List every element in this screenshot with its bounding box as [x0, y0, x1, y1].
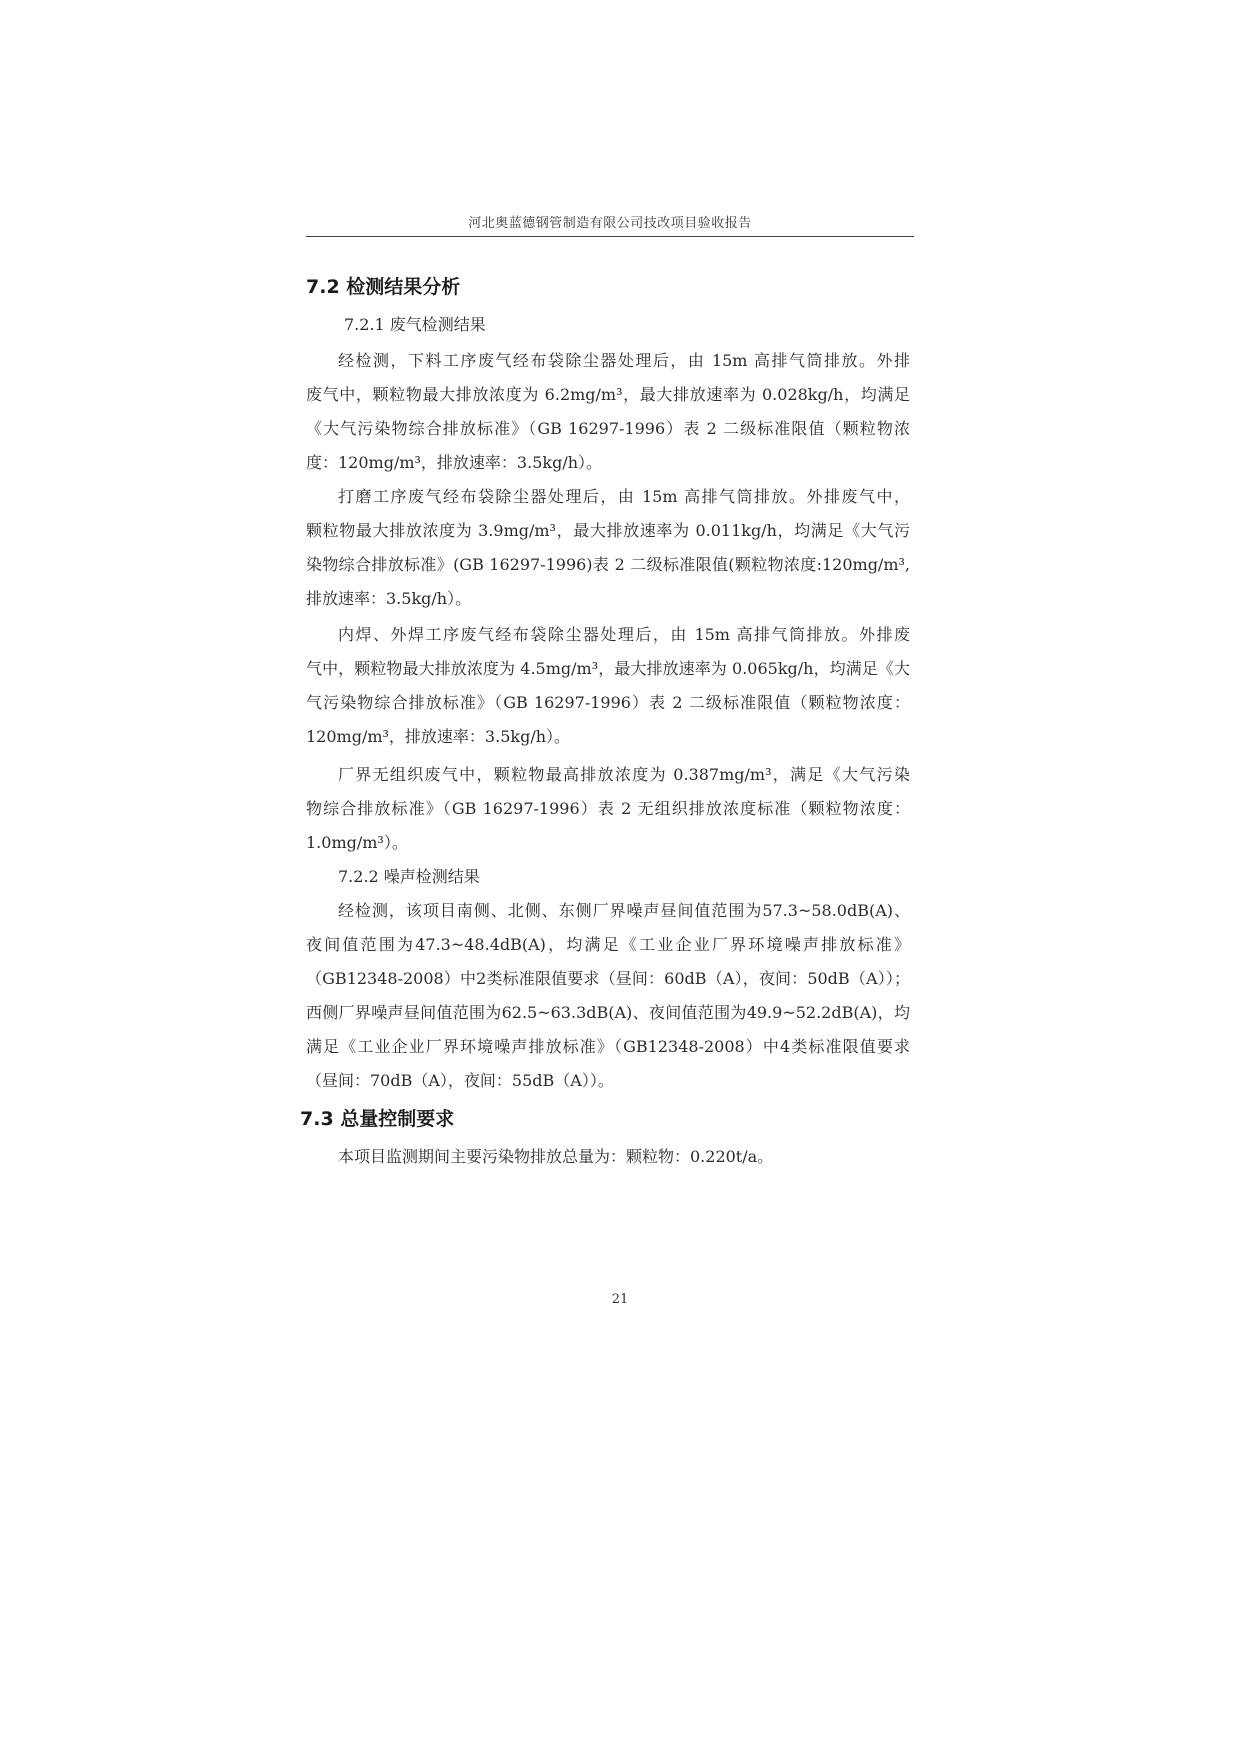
- paragraph-line: 废气中，颗粒物最大排放浓度为 6.2mg/m³，最大排放速率为 0.028kg/h，均满足: [306, 385, 910, 404]
- paragraph-line: 染物综合排放标准》(GB 16297-1996)表 2 二级标准限值(颗粒物浓度:120mg/m³,: [306, 555, 910, 574]
- paragraph-line: 经检测，该项目南侧、北侧、东侧厂界噪声昼间值范围为57.3~58.0dB(A)、: [338, 901, 910, 920]
- paragraph-line: 1.0mg/m³）。: [306, 833, 408, 852]
- paragraph-line: 《大气污染物综合排放标准》（GB 16297-1996）表 2 二级标准限值（颗粒物浓: [306, 419, 910, 438]
- section-7-2-2-heading: 7.2.2 噪声检测结果: [338, 867, 480, 886]
- paragraph-line: 本项目监测期间主要污染物排放总量为：颗粒物：0.220t/a。: [338, 1147, 774, 1166]
- paragraph-line: 颗粒物最大排放浓度为 3.9mg/m³，最大排放速率为 0.011kg/h，均满足《大气污: [306, 521, 910, 540]
- page-number: 21: [611, 1292, 629, 1307]
- paragraph-line: 内焊、外焊工序废气经布袋除尘器处理后，由 15m 高排气筒排放。外排废: [338, 625, 910, 644]
- paragraph-line: 西侧厂界噪声昼间值范围为62.5~63.3dB(A)、夜间值范围为49.9~52.2dB(A)，均: [306, 1003, 910, 1022]
- paragraph-line: 物综合排放标准》（GB 16297-1996）表 2 无组织排放浓度标准（颗粒物浓度：: [306, 799, 910, 818]
- paragraph-line: 满足《工业企业厂界环境噪声排放标准》（GB12348-2008）中4类标准限值要求: [306, 1037, 910, 1056]
- paragraph-line: 气污染物综合排放标准》（GB 16297-1996）表 2 二级标准限值（颗粒物浓度：: [306, 693, 910, 712]
- section-7-2-heading: 7.2 检测结果分析: [306, 276, 461, 298]
- paragraph-line: 打磨工序废气经布袋除尘器处理后，由 15m 高排气筒排放。外排废气中，: [338, 487, 910, 506]
- section-7-2-1-heading: 7.2.1 废气检测结果: [344, 315, 486, 334]
- paragraph-line: 经检测，下料工序废气经布袋除尘器处理后，由 15m 高排气筒排放。外排: [338, 351, 910, 370]
- paragraph-line: （昼间：70dB（A），夜间：55dB（A））。: [306, 1071, 614, 1090]
- header-rule: [306, 236, 914, 237]
- paragraph-line: （GB12348-2008）中2类标准限值要求（昼间：60dB（A），夜间：50dB（A））；: [306, 969, 910, 988]
- paragraph-line: 120mg/m³，排放速率：3.5kg/h）。: [306, 727, 571, 746]
- running-header: 河北奥蓝德钢管制造有限公司技改项目验收报告: [468, 216, 752, 231]
- paragraph-line: 夜间值范围为47.3~48.4dB(A)，均满足《工业企业厂界环境噪声排放标准》: [306, 935, 910, 954]
- paragraph-line: 气中，颗粒物最大排放浓度为 4.5mg/m³，最大排放速率为 0.065kg/h，均满足《大: [306, 659, 910, 678]
- paragraph-line: 排放速率：3.5kg/h）。: [306, 589, 472, 608]
- paragraph-line: 度：120mg/m³，排放速率：3.5kg/h）。: [306, 453, 603, 472]
- section-7-3-heading: 7.3 总量控制要求: [300, 1108, 455, 1130]
- paragraph-line: 厂界无组织废气中，颗粒物最高排放浓度为 0.387mg/m³，满足《大气污染: [338, 765, 910, 784]
